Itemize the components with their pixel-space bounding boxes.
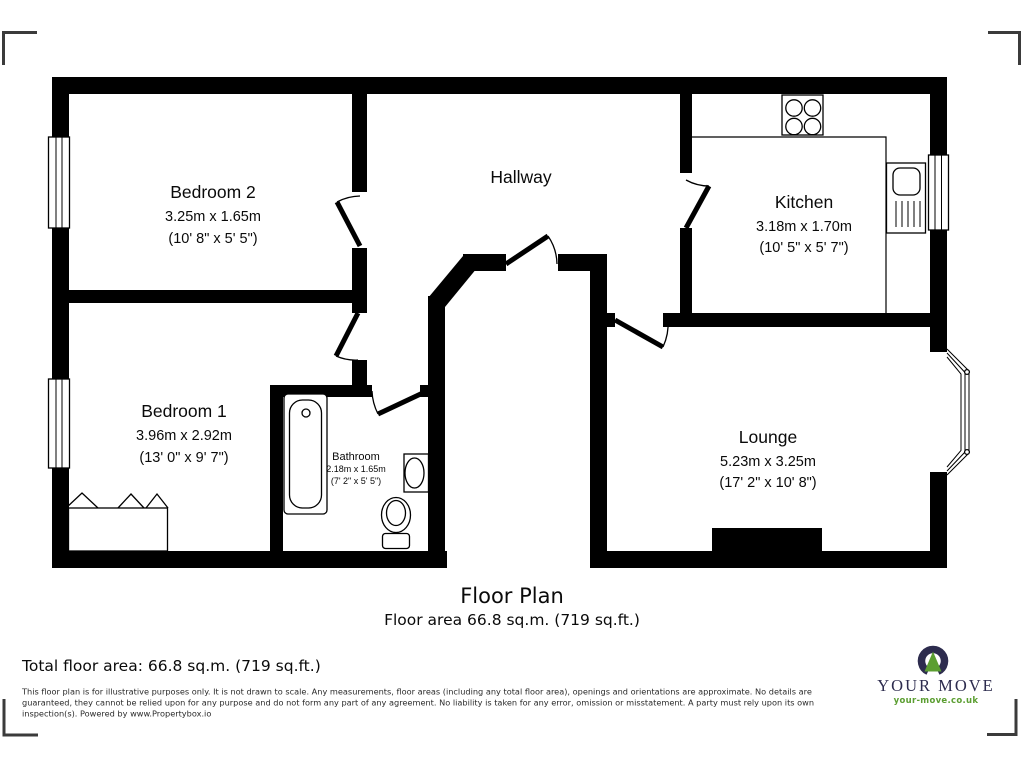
wall — [463, 254, 506, 271]
kitchen-sink-icon — [887, 163, 926, 233]
room-bedroom1 — [136, 401, 232, 466]
wall — [52, 551, 447, 568]
room-label: Hallway — [490, 167, 552, 187]
wall — [52, 468, 69, 551]
room-label: Kitchen — [774, 192, 834, 212]
logo-wordmark: YOUR MOVE — [877, 676, 995, 695]
room-label: Bedroom 2 — [170, 182, 256, 202]
plan-subtitle: Floor area 66.8 sq.m. (719 sq.ft.) — [384, 611, 640, 629]
room-dimensions-imperial: (7' 2" x 5' 5") — [330, 476, 382, 486]
wall — [52, 77, 947, 94]
corner-mark-top-right — [988, 33, 1020, 66]
hob-icon — [782, 95, 823, 135]
room-dimensions-metric: 5.23m x 3.25m — [720, 454, 816, 470]
logo-url: your-move.co.uk — [893, 696, 979, 706]
toilet-icon — [382, 498, 411, 549]
room-dimensions-metric: 3.96m x 2.92m — [136, 428, 232, 444]
disclaimer-line-1: This floor plan is for illustrative purposes only. It is not drawn to scale. Any measurements, floor areas (including any total floor area), openings and orientations are approximate. No details are — [22, 686, 812, 697]
room-label: Lounge — [738, 427, 798, 447]
corner-marks — [4, 33, 1020, 736]
room-dimensions-imperial: (13' 0" x 9' 7") — [139, 450, 229, 466]
room-lounge — [719, 427, 816, 491]
wardrobe-icon — [66, 493, 168, 551]
wall — [607, 313, 615, 327]
room-label: Bedroom 1 — [141, 401, 227, 421]
wall — [680, 228, 692, 313]
corner-mark-bottom-right — [987, 699, 1016, 735]
door-bedroom2 — [337, 196, 360, 246]
wall — [680, 313, 947, 327]
wall — [930, 230, 947, 352]
disclaimer-line-2: guaranteed, they cannot be relied upon for any purpose and do not form any part of any agreement. No liability is taken for any error, omission or misstatement. A party must rely upon its own — [22, 697, 815, 708]
room-dimensions-imperial: (17' 2" x 10' 8") — [719, 475, 817, 491]
room-dimensions-metric: 3.25m x 1.65m — [165, 209, 261, 225]
wall — [930, 94, 947, 155]
wall — [52, 290, 69, 379]
bathtub-icon — [284, 394, 327, 514]
wall — [590, 551, 947, 568]
door-kitchen — [686, 180, 709, 228]
room-kitchen — [756, 192, 852, 256]
wall — [680, 94, 692, 173]
wall — [352, 94, 367, 192]
wall — [590, 271, 607, 551]
bay-window-lounge — [947, 349, 969, 475]
wall — [558, 254, 607, 271]
door-bathroom — [372, 391, 427, 414]
room-bathroom — [326, 451, 386, 486]
room-hallway — [490, 167, 552, 187]
plan-title: Floor Plan — [460, 584, 564, 608]
wall — [352, 360, 367, 387]
walls — [52, 77, 947, 568]
window-kitchen — [929, 155, 949, 230]
door-lounge — [615, 320, 668, 347]
total-floor-area: Total floor area: 66.8 sq.m. (719 sq.ft.) — [22, 657, 321, 675]
basin-icon — [404, 454, 429, 492]
room-dimensions-imperial: (10' 5" x 5' 7") — [759, 240, 849, 256]
wall — [52, 94, 69, 137]
window-bedroom1 — [49, 379, 70, 468]
door-entrance — [506, 236, 557, 264]
door-bedroom1 — [336, 313, 358, 360]
wall — [52, 290, 367, 303]
window-bedroom2 — [49, 137, 70, 228]
wall — [352, 248, 367, 313]
room-dimensions-metric: 2.18m x 1.65m — [326, 464, 386, 474]
room-bedroom2 — [165, 182, 261, 247]
room-dimensions-imperial: (10' 8" x 5' 5") — [168, 231, 258, 247]
your-move-logo — [877, 649, 994, 706]
chimney-breast — [712, 528, 822, 552]
wall — [428, 296, 445, 551]
wall — [52, 228, 69, 290]
doors — [336, 180, 709, 414]
wall — [270, 397, 283, 551]
room-label: Bathroom — [332, 451, 380, 463]
disclaimer-line-3: inspection(s). Powered by www.Propertybox.io — [22, 708, 212, 719]
wall — [930, 472, 947, 551]
room-dimensions-metric: 3.18m x 1.70m — [756, 219, 852, 235]
corner-mark-top-left — [4, 33, 38, 66]
